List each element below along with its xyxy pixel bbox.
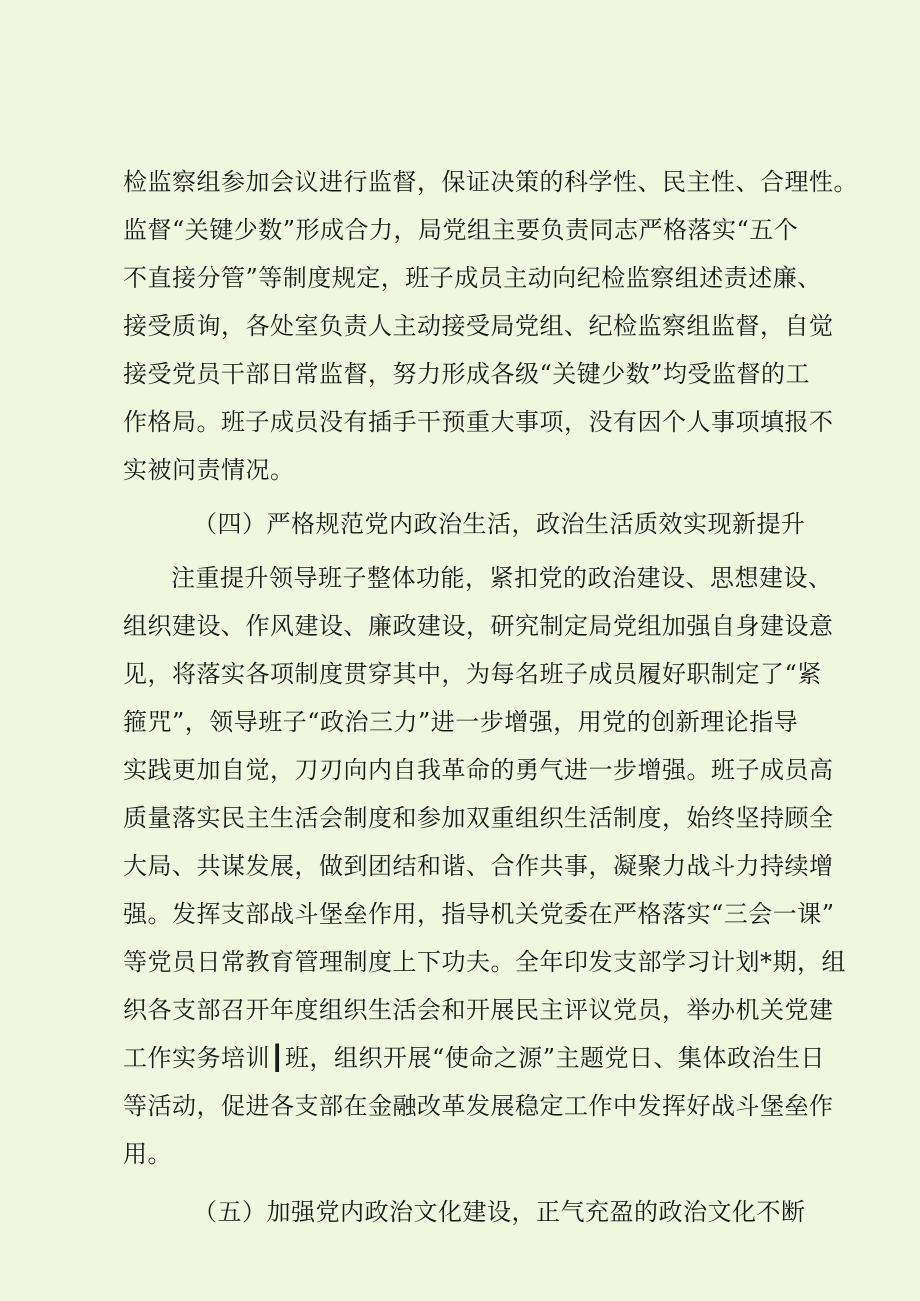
paragraph-2 — [123, 554, 846, 1178]
text-line: 接受质询，各处室负责人主动接受局党组、纪检监察组监督，自觉 — [123, 312, 834, 340]
text-line: 见，将落实各项制度贯穿其中，为每名班子成员履好职制定了“紧 — [123, 660, 822, 688]
document-page — [123, 158, 858, 1236]
section-heading-5: （五）加强党内政治文化建设，正气充盈的政治文化不断 — [193, 1198, 806, 1226]
text-line: 等党员日常教育管理制度上下功夫。全年印发支部学习计划*期，组 — [123, 948, 846, 976]
text-line: 箍咒”，领导班子“政治三力”进一步增强，用党的创新理论指导 — [123, 708, 799, 736]
text-line: 注重提升领导班子整体功能，紧扣党的政治建设、思想建设、 — [171, 564, 833, 592]
section-heading-4: （四）严格规范党内政治生活，政治生活质效实现新提升 — [193, 510, 806, 538]
text-line: 作格局。班子成员没有插手干预重大事项，没有因个人事项填报不 — [123, 408, 834, 436]
text-line: 实被问责情况。 — [123, 456, 295, 484]
text-line: 接受党员干部日常监督，努力形成各级“关键少数”均受监督的工 — [123, 360, 811, 388]
text-line: 等活动，促进各支部在金融改革发展稳定工作中发挥好战斗堡垒作 — [123, 1092, 834, 1120]
text-line: 监督“关键少数”形成合力，局党组主要负责同志严格落实“五个 — [123, 216, 799, 244]
text-line: 强。发挥支部战斗堡垒作用，指导机关党委在严格落实“三会一课” — [123, 900, 835, 928]
paragraph-1 — [123, 158, 858, 494]
text-line: 用。 — [123, 1140, 172, 1168]
text-line: 质量落实民主生活会制度和参加双重组织生活制度，始终坚持顾全 — [123, 804, 834, 832]
text-line: 大局、共谋发展，做到团结和谐、合作共事，凝聚力战斗力持续增 — [123, 852, 834, 880]
text-line: 组织建设、作风建设、廉政建设，研究制定局党组加强自身建设意 — [123, 612, 834, 640]
text-line: 织各支部召开年度组织生活会和开展民主评议党员，举办机关党建 — [123, 996, 834, 1024]
text-line: 工作实务培训┃班，组织开展“使命之源”主题党日、集体政治生日 — [123, 1044, 825, 1072]
text-line: 实践更加自觉，刀刃向内自我革命的勇气进一步增强。班子成员高 — [123, 756, 834, 784]
text-line: 检监察组参加会议进行监督，保证决策的科学性、民主性、合理性。 — [123, 168, 858, 196]
text-line: 不直接分管”等制度规定，班子成员主动向纪检监察组述责述廉、 — [123, 264, 822, 292]
